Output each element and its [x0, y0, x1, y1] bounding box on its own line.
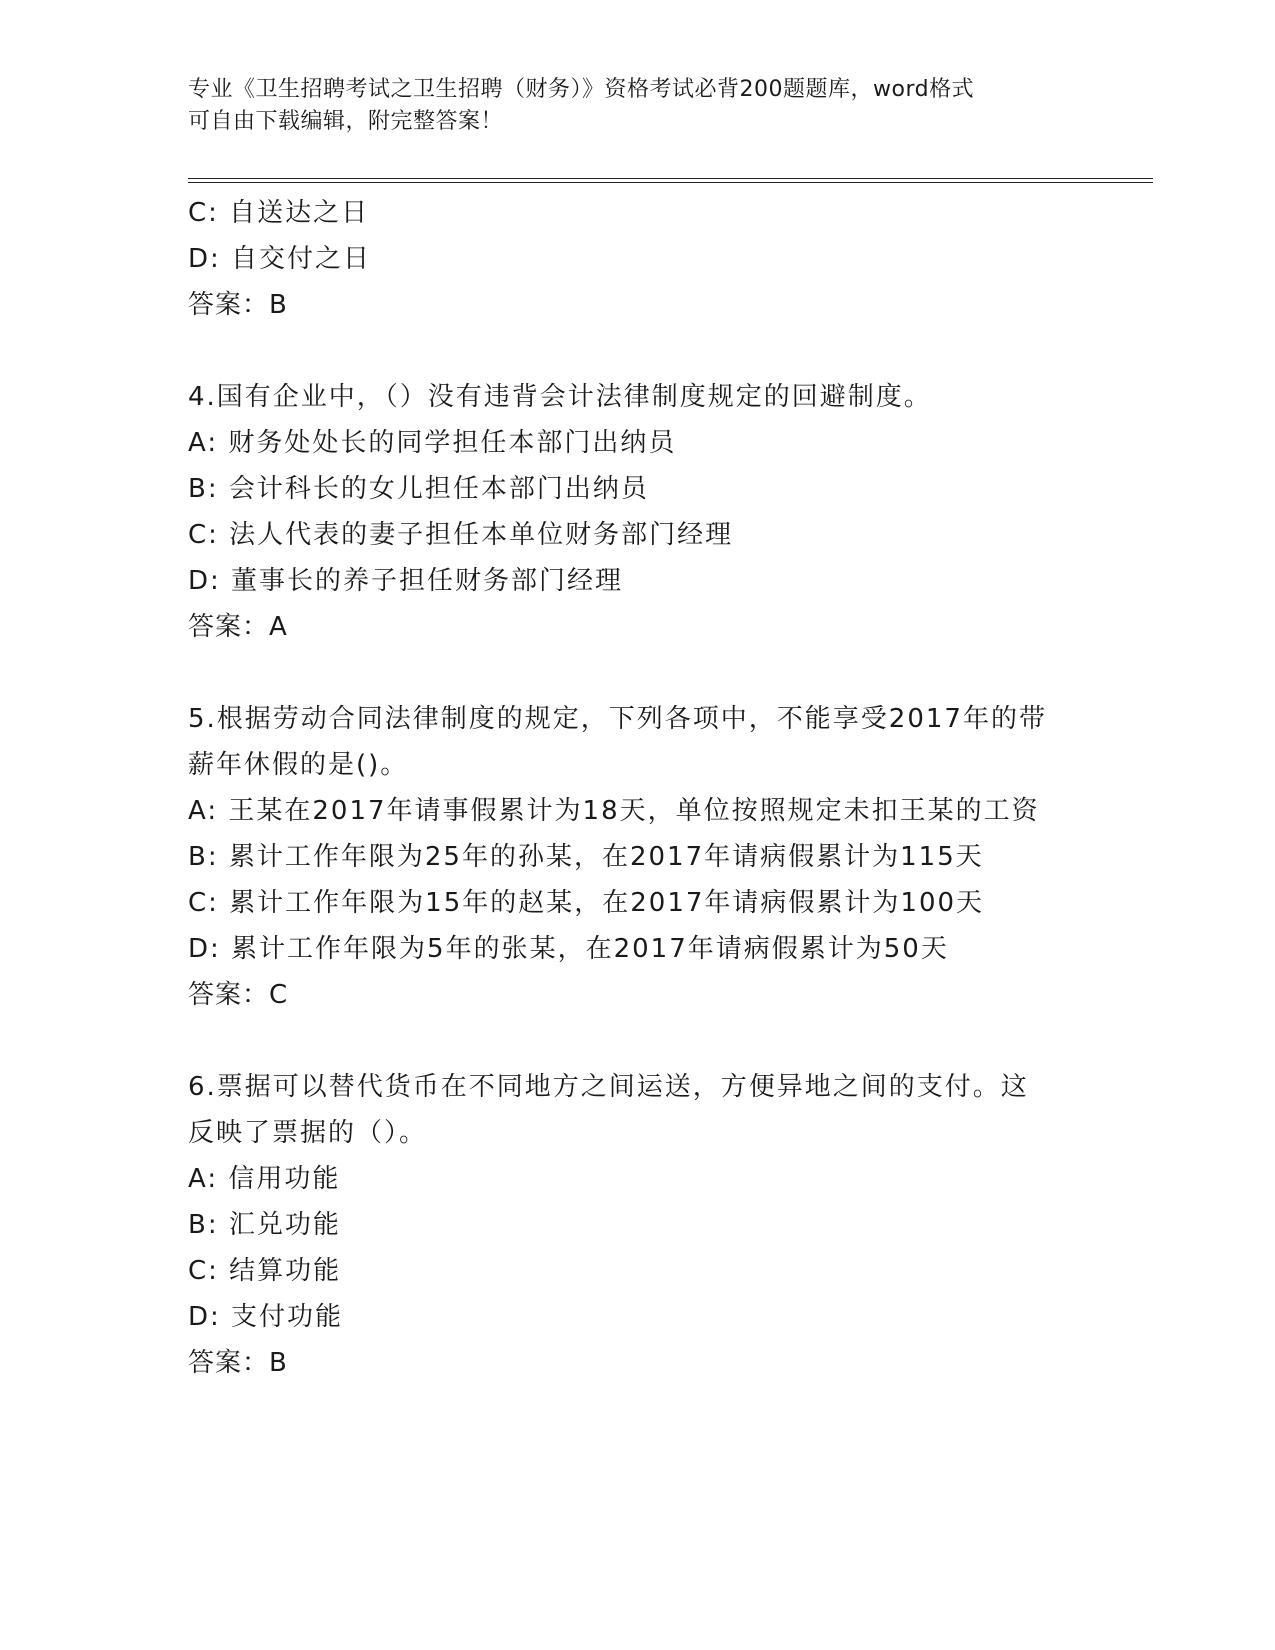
header-divider-bottom: [188, 182, 1153, 183]
question-block: [188, 190, 1128, 328]
question-list: [188, 190, 1128, 1386]
question-text-continued: 薪年休假的是()。: [188, 750, 409, 780]
option-a: A: 信用功能: [188, 1164, 341, 1194]
answer-line: 答案：B: [188, 1348, 288, 1378]
option-c: C: 法人代表的妻子担任本单位财务部门经理: [188, 520, 734, 550]
option-d: D: 董事长的养子担任财务部门经理: [188, 566, 624, 596]
question-text: 5.根据劳动合同法律制度的规定，下列各项中，不能享受2017年的带: [188, 704, 1047, 734]
option-d: D: 累计工作年限为5年的张某，在2017年请病假累计为50天: [188, 934, 949, 964]
option-b: B: 汇兑功能: [188, 1210, 341, 1240]
answer-line: 答案：A: [188, 612, 288, 642]
question-block: [188, 1064, 1128, 1386]
document-header: [188, 74, 1068, 138]
header-title-line-1: 专业《卫生招聘考试之卫生招聘（财务）》资格考试必背200题题库，word格式: [188, 77, 975, 102]
option-c: C: 自送达之日: [188, 198, 370, 228]
option-c: C: 累计工作年限为15年的赵某，在2017年请病假累计为100天: [188, 888, 985, 918]
option-b: B: 累计工作年限为25年的孙某，在2017年请病假累计为115天: [188, 842, 984, 872]
option-b: B: 会计科长的女儿担任本部门出纳员: [188, 474, 649, 504]
option-d: D: 支付功能: [188, 1302, 344, 1332]
question-block: [188, 696, 1128, 1018]
question-block: [188, 374, 1128, 650]
option-d: D: 自交付之日: [188, 244, 372, 274]
option-a: A: 财务处处长的同学担任本部门出纳员: [188, 428, 677, 458]
header-title-line-2: 可自由下载编辑，附完整答案！: [188, 109, 504, 134]
option-a: A: 王某在2017年请事假累计为18天，单位按照规定未扣王某的工资: [188, 796, 1040, 826]
question-text: 6.票据可以替代货币在不同地方之间运送，方便异地之间的支付。这: [188, 1072, 1029, 1102]
question-text-continued: 反映了票据的（）。: [188, 1118, 428, 1148]
spacer: [188, 328, 1128, 374]
answer-line: 答案：C: [188, 980, 289, 1010]
spacer: [188, 650, 1128, 696]
header-divider-top: [188, 178, 1153, 179]
option-c: C: 结算功能: [188, 1256, 342, 1286]
question-text: 4.国有企业中，（）没有违背会计法律制度规定的回避制度。: [188, 382, 932, 412]
spacer: [188, 1018, 1128, 1064]
answer-line: 答案：B: [188, 290, 288, 320]
